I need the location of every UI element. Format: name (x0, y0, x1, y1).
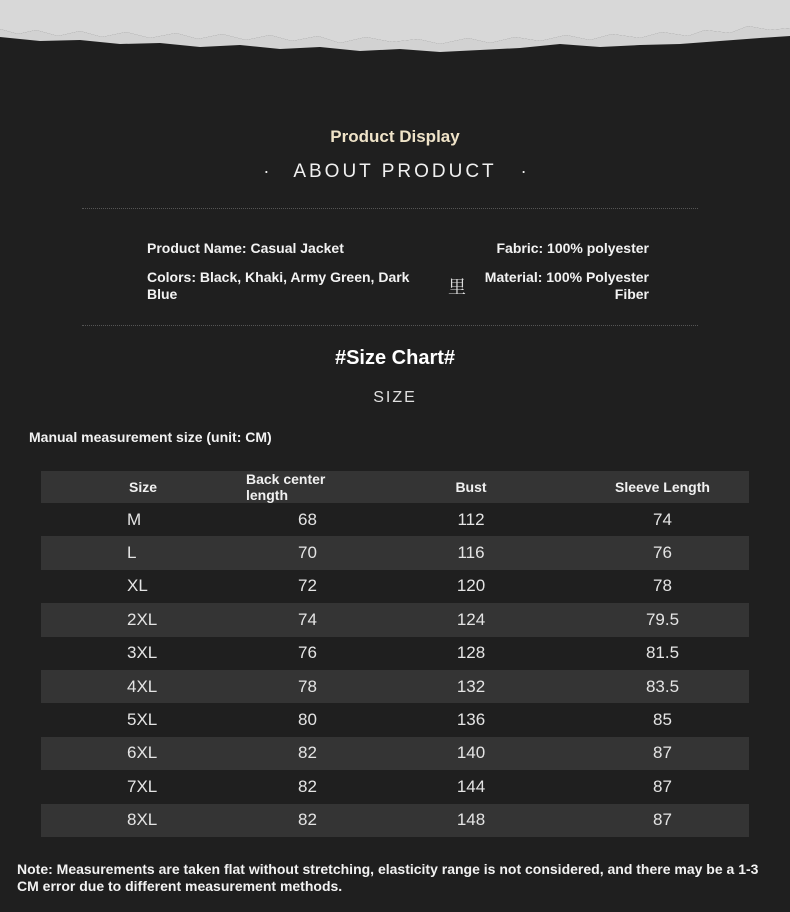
lining-icon: 里 (448, 277, 466, 297)
cell-size: 6XL (127, 743, 158, 763)
cell-bust: 120 (456, 576, 486, 596)
measurement-disclaimer: Note: Measurements are taken flat without stretching, elasticity range is not considered, and there may be a 1-3 CM error due to different measurement methods. (17, 861, 759, 894)
bullet-dot-left: · (263, 161, 270, 181)
cell-bust: 132 (456, 676, 486, 696)
section-title: Product Display (330, 127, 460, 146)
cell-sleeve-length: 76 (653, 543, 672, 563)
cell-sleeve-length: 87 (653, 776, 672, 796)
divider-bottom (82, 325, 698, 326)
product-name-text: Product Name: Casual Jacket (147, 240, 344, 256)
cell-back-center-length: 76 (298, 643, 317, 663)
cell-back-center-length: 68 (298, 509, 317, 529)
table-row (41, 536, 749, 569)
cell-bust: 148 (456, 810, 486, 830)
table-row (41, 770, 749, 803)
header-sleeve-length: Sleeve Length (615, 479, 710, 495)
header-bust: Bust (455, 479, 487, 495)
cell-bust: 136 (456, 710, 486, 730)
size-subheading: SIZE (373, 389, 417, 406)
cell-back-center-length: 82 (298, 810, 317, 830)
size-chart-heading: #Size Chart# (334, 347, 456, 369)
table-row (41, 804, 749, 837)
divider-top (82, 208, 698, 209)
cell-size: M (127, 509, 142, 529)
cell-back-center-length: 70 (298, 543, 317, 563)
cell-sleeve-length: 79.5 (645, 609, 680, 629)
cell-size: L (127, 543, 137, 563)
table-row (41, 703, 749, 736)
cell-sleeve-length: 83.5 (645, 676, 680, 696)
cell-bust: 128 (456, 643, 486, 663)
cell-size: 8XL (127, 810, 158, 830)
bullet-dot-right: · (520, 161, 527, 181)
cell-sleeve-length: 87 (653, 743, 672, 763)
table-row (41, 637, 749, 670)
table-row (41, 570, 749, 603)
cell-size: 4XL (127, 676, 158, 696)
cell-sleeve-length: 74 (653, 509, 672, 529)
cell-bust: 112 (457, 509, 485, 529)
cell-bust: 116 (457, 543, 485, 563)
measurement-unit-note: Manual measurement size (unit: CM) (29, 429, 272, 445)
cell-bust: 124 (456, 609, 486, 629)
table-header-row (41, 471, 749, 503)
about-product-heading (0, 161, 790, 183)
cell-back-center-length: 82 (298, 776, 317, 796)
torn-paper-edge (0, 0, 790, 60)
cell-back-center-length: 74 (298, 609, 317, 629)
cell-back-center-length: 80 (298, 710, 317, 730)
table-row (41, 603, 749, 636)
cell-size: 3XL (127, 643, 158, 663)
table-row (41, 503, 749, 536)
cell-back-center-length: 72 (298, 576, 317, 596)
header-back-center-length: Back center length (246, 471, 326, 503)
colors-text: Colors: Black, Khaki, Army Green, Dark Blue (147, 269, 410, 302)
cell-back-center-length: 82 (298, 743, 317, 763)
cell-bust: 144 (456, 776, 486, 796)
header-size: Size (129, 479, 158, 495)
cell-size: 5XL (127, 710, 158, 730)
table-row (41, 737, 749, 770)
cell-size: 7XL (127, 776, 158, 796)
cell-sleeve-length: 78 (653, 576, 672, 596)
cell-bust: 140 (456, 743, 486, 763)
cell-sleeve-length: 85 (653, 710, 672, 730)
cell-sleeve-length: 87 (653, 810, 672, 830)
cell-back-center-length: 78 (298, 676, 317, 696)
table-row (41, 670, 749, 703)
size-table (41, 471, 749, 837)
about-product-label: ABOUT PRODUCT (293, 161, 497, 182)
cell-size: 2XL (127, 609, 158, 629)
cell-size: XL (127, 576, 148, 596)
material-text: Material: 100% Polyester Fiber (484, 269, 649, 302)
fabric-text: Fabric: 100% polyester (496, 240, 649, 256)
cell-sleeve-length: 81.5 (645, 643, 680, 663)
